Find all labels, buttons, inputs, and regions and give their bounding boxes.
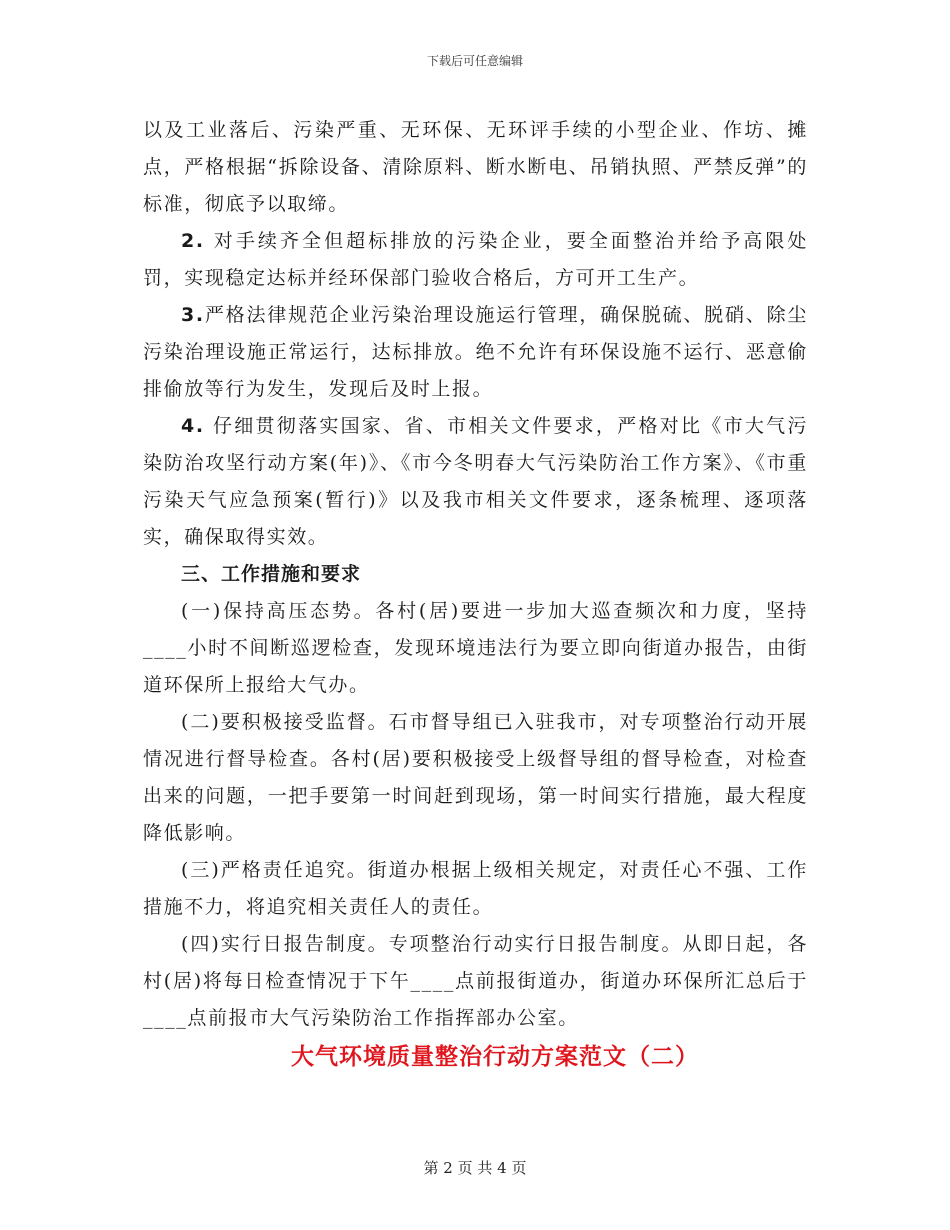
paragraph-item-4 — [143, 408, 808, 556]
measure-3: (三)严格责任追究。街道办根据上级相关规定，对责任心不强、工作措施不力，将追究相关责任人的责任。 — [143, 859, 808, 918]
paragraph-text: 严格法律规范企业污染治理设施运行管理，确保脱硫、脱硝、除尘污染治理设施正常运行，达标排放。绝不允许有环保设施不运行、恶意偷排偷放等行为发生，发现后及时上报。 — [143, 304, 808, 400]
measure-4: (四)实行日报告制度。专项整治行动实行日报告制度。从即日起，各村(居)将每日检查情况于下午____点前报街道办，街道办环保所汇总后于____点前报市大气污染防治工作指挥部办公室。 — [143, 933, 808, 1029]
measure-1: (一)保持高压态势。各村(居)要进一步加大巡查频次和力度，坚持____小时不间断巡逻检查，发现环境违法行为要立即向街道办报告，由街道环保所上报给大气办。 — [143, 600, 808, 696]
item-number: 4. — [181, 415, 205, 437]
page-footer: 第 2 页 共 4 页 — [423, 1159, 527, 1177]
next-document-title: 大气环境质量整治行动方案范文（二） — [291, 1044, 699, 1070]
paragraph-item-3 — [143, 297, 808, 408]
section-heading: 三、工作措施和要求 — [181, 563, 362, 585]
item-number: 2. — [181, 230, 205, 252]
document-body — [143, 112, 808, 1037]
paragraph-continuation — [143, 112, 808, 223]
measure-2: (二)要积极接受监督。石市督导组已入驻我市，对专项整治行动开展情况进行督导检查。各村(居)要积极接受上级督导组的督导检查，对检查出来的问题，一把手要第一时间赶到现场，第一时间实行措施，最大程度降低影响。 — [143, 711, 808, 844]
paragraph-item-2 — [143, 223, 808, 297]
paragraph-text: 对手续齐全但超标排放的污染企业，要全面整治并给予高限处罚，实现稳定达标并经环保部门验收合格后，方可开工生产。 — [143, 230, 809, 289]
page-header: 下载后可任意编辑 — [426, 54, 523, 68]
paragraph-text: 以及工业落后、污染严重、无环保、无环评手续的小型企业、作坊、摊点，严格根据“拆除设备、清除原料、断水断电、吊销执照、严禁反弹”的标准，彻底予以取缔。 — [143, 119, 808, 215]
item-number: 3. — [181, 304, 205, 326]
paragraph-text: 仔细贯彻落实国家、省、市相关文件要求，严格对比《市大气污染防治攻坚行动方案(年)》、《市今冬明春大气污染防治工作方案》、《市重污染天气应急预案(暂行)》以及我市相关文件要求，逐条梳理、逐项落实，确保取得实效。 — [143, 415, 809, 548]
